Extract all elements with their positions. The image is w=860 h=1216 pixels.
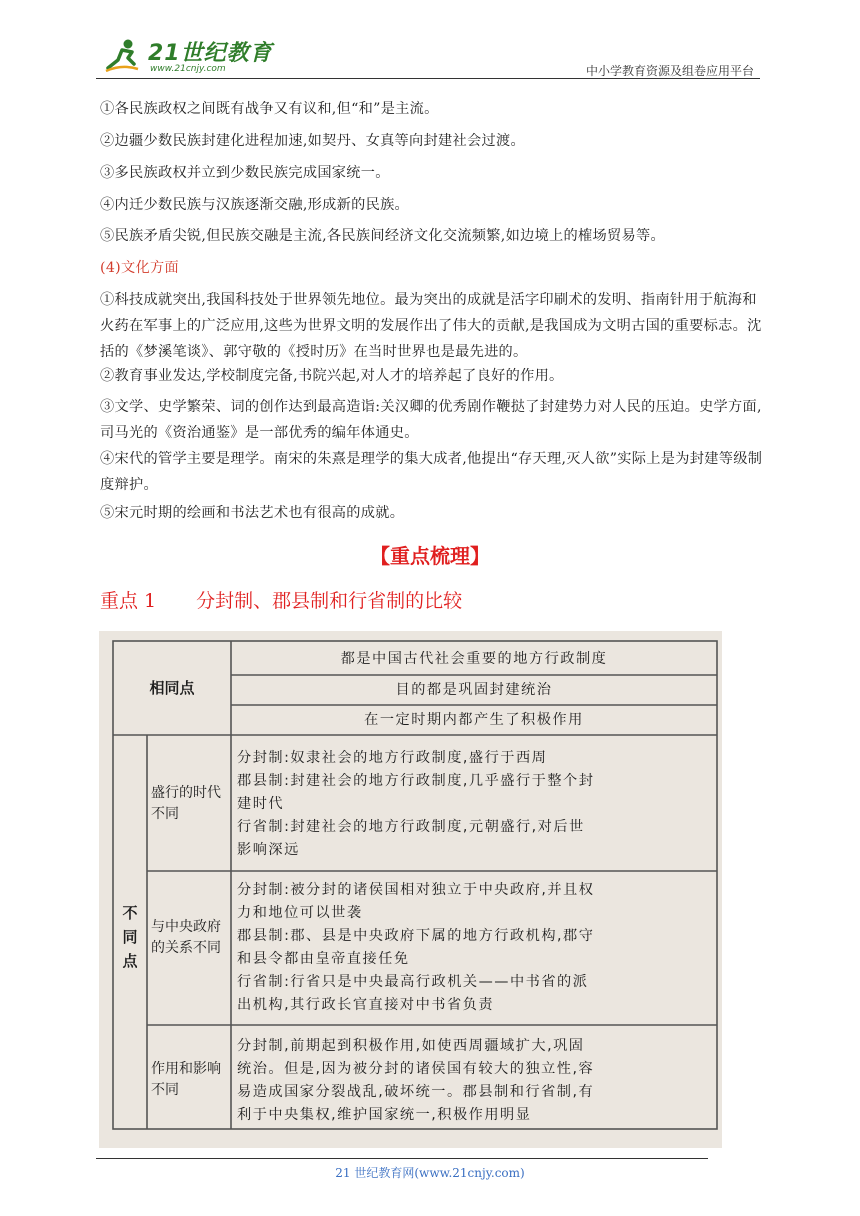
table-line: 行省制:封建社会的地方行政制度,元朝盛行,对后世 [237, 819, 585, 835]
paragraph-culture-2: ②教育事业发达,学校制度完备,书院兴起,对人才的培养起了良好的作用。 [100, 368, 564, 384]
paragraph-culture-5: ⑤宋元时期的绘画和书法艺术也有很高的成就。 [100, 505, 405, 521]
comparison-table-image [99, 631, 722, 1148]
table-line: 郡县制:郡、县是中央政府下属的地方行政机构,郡守 [237, 928, 595, 944]
logo-wordmark: 21世纪教育 [148, 41, 273, 66]
paragraph-ethnic-3: ③多民族政权并立到少数民族完成国家统一。 [100, 165, 390, 181]
key-point-number: 重点 1 [100, 590, 157, 612]
paragraph-ethnic-2: ②边疆少数民族封建化进程加速,如契丹、女真等向封建社会过渡。 [100, 133, 525, 149]
same-point-row-3: 在一定时期内都产生了积极作用 [364, 712, 584, 728]
site-logo[interactable] [96, 36, 316, 78]
table-line: 利于中央集权,维护国家统一,积极作用明显 [237, 1107, 532, 1123]
platform-label: 中小学教育资源及组卷应用平台 [585, 64, 754, 78]
key-point-topic: 分封制、郡县制和行省制的比较 [196, 590, 463, 612]
page-header [96, 28, 760, 80]
table-line: 和县令都由皇帝直接任免 [237, 951, 410, 967]
group-impact-text [237, 1035, 715, 1127]
key-points-title: 【重点梳理】 [370, 544, 490, 568]
group-label-era: 盛行的时代不同 [151, 785, 221, 822]
table-line: 建时代 [237, 796, 285, 812]
header-divider [96, 78, 760, 79]
footer-divider [96, 1158, 708, 1159]
logo-url: www.21cnjy.com [150, 64, 226, 74]
same-point-row-2: 目的都是巩固封建统治 [395, 682, 553, 698]
group-label-impact: 作用和影响不同 [151, 1061, 221, 1098]
paragraph-ethnic-5: ⑤民族矛盾尖锐,但民族交融是主流,各民族间经济文化交流频繁,如边境上的榷场贸易等。 [100, 228, 665, 244]
table-line: 郡县制:封建社会的地方行政制度,几乎盛行于整个封 [237, 773, 595, 789]
table-line: 分封制,前期起到积极作用,如使西周疆域扩大,巩固 [237, 1038, 585, 1054]
table-line: 分封制:奴隶社会的地方行政制度,盛行于西周 [237, 750, 548, 766]
paragraph-ethnic-4: ④内迁少数民族与汉族逐渐交融,形成新的民族。 [100, 197, 410, 213]
table-line: 影响深远 [237, 842, 300, 858]
section-heading-culture: (4)文化方面 [100, 260, 179, 276]
runner-logo-icon [104, 38, 140, 72]
table-line: 易造成国家分裂战乱,破坏统一。郡县制和行省制,有 [237, 1084, 595, 1100]
same-point-row-1: 都是中国古代社会重要的地方行政制度 [340, 651, 608, 667]
group-era-text [237, 747, 715, 862]
different-points-header: 不同点 [122, 904, 138, 970]
table-line: 出机构,其行政长官直接对中书省负责 [237, 997, 495, 1013]
paragraph-culture-1: ①科技成就突出,我国科技处于世界领先地位。最为突出的成就是活字印刷术的发明、指南针用于航海和火药在军事上的广泛应用,这些为世界文明的发展作出了伟大的贡献,是我国成为文明古国的重要标志。沈括的《梦溪笔谈》、郭守敬的《授时历》在当时世界也是最先进的。 [100, 292, 762, 360]
same-points-header: 相同点 [149, 679, 195, 697]
paragraph-culture-4: ④宋代的管学主要是理学。南宋的朱熹是理学的集大成者,他提出“存天理,灭人欲”实际上是为封建等级制度辩护。 [100, 451, 763, 493]
key-point-subtitle [100, 586, 462, 613]
table-line: 行省制:行省只是中央最高行政机关——中书省的派 [237, 974, 589, 990]
table-line: 力和地位可以世袭 [237, 905, 363, 921]
table-line: 统治。但是,因为被分封的诸侯国有较大的独立性,容 [237, 1061, 595, 1077]
table-line: 分封制:被分封的诸侯国相对独立于中央政府,并且权 [237, 882, 595, 898]
group-label-central-relation: 与中央政府的关系不同 [151, 919, 221, 956]
group-relation-text [237, 879, 715, 1017]
footer-link[interactable]: 21 世纪教育网(www.21cnjy.com) [335, 1166, 525, 1180]
paragraph-culture-3: ③文学、史学繁荣、词的创作达到最高造诣:关汉卿的优秀剧作鞭挞了封建势力对人民的压迫。史学方面,司马光的《资治通鉴》是一部优秀的编年体通史。 [100, 399, 762, 441]
paragraph-ethnic-1: ①各民族政权之间既有战争又有议和,但“和”是主流。 [100, 101, 439, 117]
